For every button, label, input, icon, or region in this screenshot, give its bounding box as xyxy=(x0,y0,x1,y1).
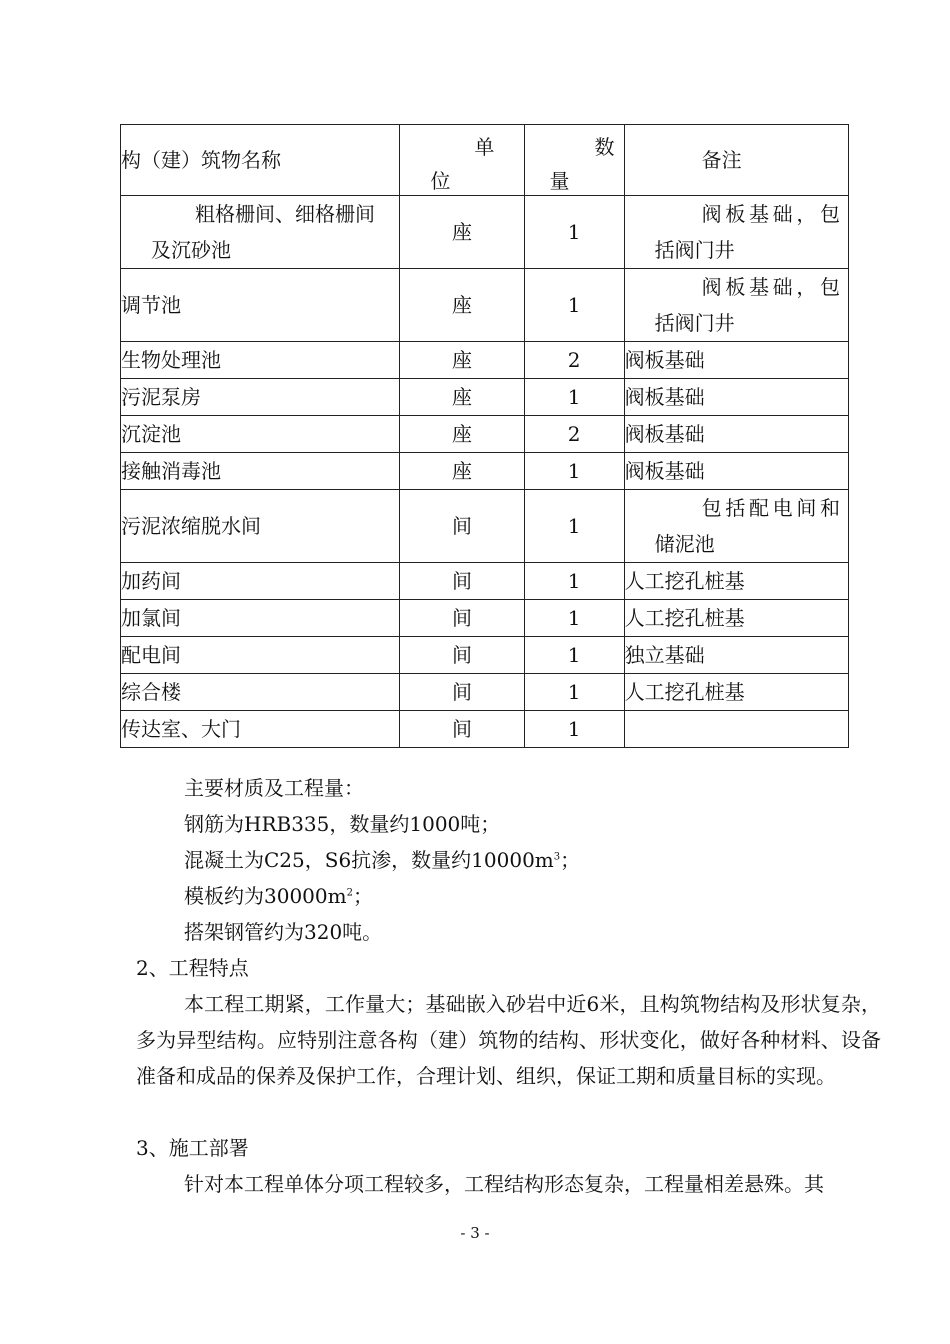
materials-steel: 钢筋为HRB335，数量约1000吨； xyxy=(184,812,501,836)
row-note: 阀板基础，包括阀门井 xyxy=(624,269,848,342)
row-name: 调节池 xyxy=(121,269,400,342)
header-qty xyxy=(524,125,624,196)
row-note: 阀板基础 xyxy=(624,342,848,379)
row-name: 生物处理池 xyxy=(121,342,400,379)
row-qty: 1 xyxy=(524,674,624,711)
row-note: 阀板基础 xyxy=(624,453,848,490)
structures-table xyxy=(120,124,849,748)
row-unit: 间 xyxy=(400,674,524,711)
row-qty: 1 xyxy=(524,269,624,342)
row-unit: 座 xyxy=(400,196,524,269)
row-note: 独立基础 xyxy=(624,637,848,674)
row-qty: 1 xyxy=(524,490,624,563)
row-note: 人工挖孔桩基 xyxy=(624,674,848,711)
row-unit: 座 xyxy=(400,416,524,453)
row-note: 包括配电间和储泥池 xyxy=(624,490,848,563)
page-number: - 3 - xyxy=(460,1224,490,1242)
formwork-suffix: ； xyxy=(352,884,373,908)
formwork-text: 模板约为30000m xyxy=(184,884,347,908)
row-unit: 座 xyxy=(400,379,524,416)
row-note: 阀板基础 xyxy=(624,379,848,416)
row-name: 污泥浓缩脱水间 xyxy=(121,490,400,563)
materials-heading: 主要材质及工程量： xyxy=(184,776,364,800)
table-row xyxy=(121,269,849,342)
row-unit: 间 xyxy=(400,600,524,637)
section3-heading: 3、施工部署 xyxy=(136,1136,249,1160)
table-row xyxy=(121,453,849,490)
concrete-text: 混凝土为C25，S6抗渗，数量约10000m xyxy=(184,848,554,872)
row-qty: 1 xyxy=(524,711,624,748)
row-note: 阀板基础 xyxy=(624,416,848,453)
row-name: 传达室、大门 xyxy=(121,711,400,748)
table-row xyxy=(121,674,849,711)
materials-formwork xyxy=(136,878,929,914)
row-note: 人工挖孔桩基 xyxy=(624,600,848,637)
formwork-sup: 2 xyxy=(346,887,353,899)
row-name: 加氯间 xyxy=(121,600,400,637)
row-unit: 间 xyxy=(400,490,524,563)
section2-text: 本工程工期紧，工作量大；基础嵌入砂岩中近6米，且构筑物结构及形状复杂，多为异型结构。应特别注意各构（建）筑物的结构、形状变化，做好各种材料、设备准备和成品的保养及保护工作，合理计划、组织，保证工期和质量目标的实现。 xyxy=(136,992,881,1088)
row-name: 接触消毒池 xyxy=(121,453,400,490)
row-qty: 1 xyxy=(524,637,624,674)
row-name: 沉淀池 xyxy=(121,416,400,453)
table-row xyxy=(121,342,849,379)
header-unit xyxy=(400,125,524,196)
materials-concrete xyxy=(136,842,929,878)
row-qty: 1 xyxy=(524,600,624,637)
row-unit: 间 xyxy=(400,563,524,600)
row-qty: 2 xyxy=(524,342,624,379)
header-name: 构（建）筑物名称 xyxy=(121,125,400,196)
header-unit-top: 单 xyxy=(474,135,495,159)
row-name: 配电间 xyxy=(121,637,400,674)
header-note: 备注 xyxy=(624,125,848,196)
row-name: 污泥泵房 xyxy=(121,379,400,416)
table-row xyxy=(121,637,849,674)
row-unit: 座 xyxy=(400,453,524,490)
row-note: 阀板基础，包括阀门井 xyxy=(624,196,848,269)
row-name: 加药间 xyxy=(121,563,400,600)
table-row xyxy=(121,600,849,637)
row-unit: 间 xyxy=(400,637,524,674)
row-qty: 2 xyxy=(524,416,624,453)
header-unit-bottom: 位 xyxy=(430,169,451,193)
table-row xyxy=(121,490,849,563)
header-qty-bottom: 量 xyxy=(549,169,570,193)
row-qty: 1 xyxy=(524,196,624,269)
materials-scaffold: 搭架钢管约为320吨。 xyxy=(184,920,383,944)
row-unit: 间 xyxy=(400,711,524,748)
table-row xyxy=(121,379,849,416)
row-qty: 1 xyxy=(524,379,624,416)
table-row xyxy=(121,416,849,453)
concrete-sup: 3 xyxy=(553,851,561,863)
row-name: 综合楼 xyxy=(121,674,400,711)
table-header-row xyxy=(121,125,849,196)
row-unit: 座 xyxy=(400,269,524,342)
row-name: 粗格栅间、细格栅间及沉砂池 xyxy=(121,196,400,269)
row-qty: 1 xyxy=(524,563,624,600)
table-row xyxy=(121,196,849,269)
table-row xyxy=(121,711,849,748)
row-qty: 1 xyxy=(524,453,624,490)
row-note xyxy=(624,711,848,748)
section2-heading: 2、工程特点 xyxy=(136,956,249,980)
section3-text: 针对本工程单体分项工程较多，工程结构形态复杂，工程量相差悬殊。其 xyxy=(184,1172,824,1196)
concrete-suffix: ； xyxy=(560,848,581,872)
row-note: 人工挖孔桩基 xyxy=(624,563,848,600)
row-unit: 座 xyxy=(400,342,524,379)
header-qty-top: 数 xyxy=(594,135,615,159)
table-row xyxy=(121,563,849,600)
